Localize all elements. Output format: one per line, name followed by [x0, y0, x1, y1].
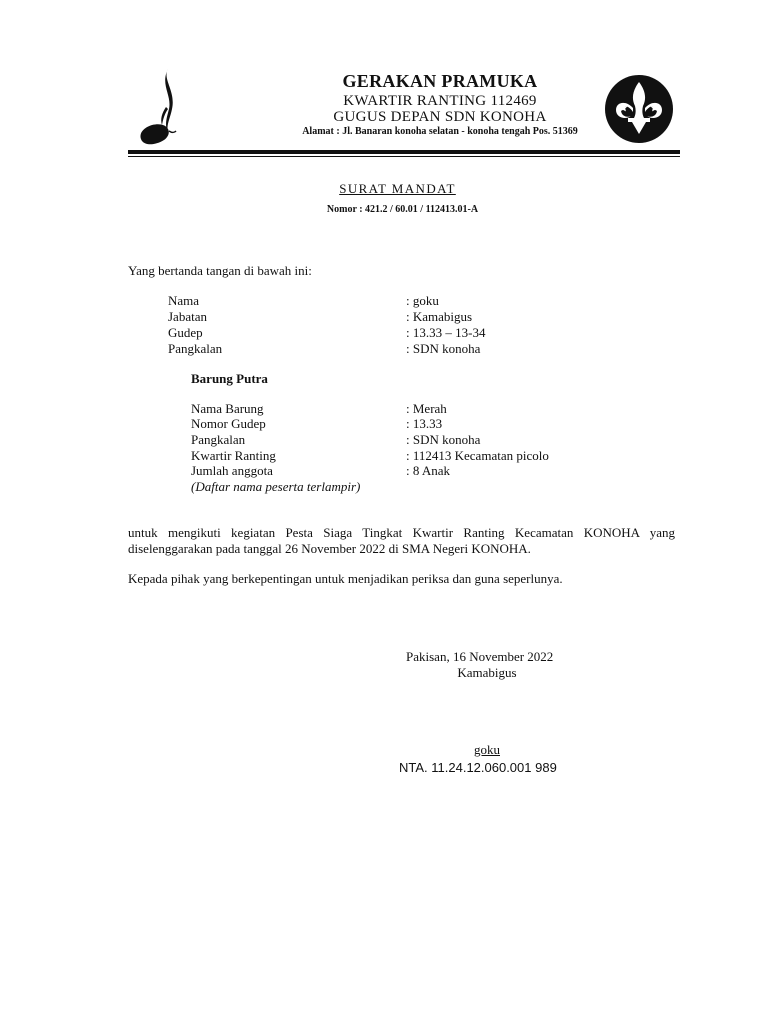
group-heading: Barung Putra [191, 371, 268, 386]
group-label: Jumlah anggota [191, 463, 273, 478]
group-label: Nama Barung [191, 401, 264, 416]
closing-text: Kepada pihak yang berkepentingan untuk menjadikan periksa dan guna seperlunya. [128, 571, 563, 586]
org-title: GERAKAN PRAMUKA [342, 71, 538, 91]
signer-label: Pangkalan [168, 341, 223, 356]
group-value: : 112413 Kecamatan picolo [406, 448, 549, 463]
address-line: Alamat : Jl. Banaran konoha selatan - konoha tengah Pos. 51369 [302, 126, 578, 137]
signer-label: Nama [168, 293, 200, 308]
signer-label: Gudep [168, 325, 203, 340]
signer-value: : goku [406, 293, 439, 308]
signature-nta: NTA. 11.24.12.060.001 989 [399, 760, 557, 775]
signer-value: : 13.33 – 13-34 [406, 325, 486, 340]
group-label: Pangkalan [191, 432, 246, 447]
intro-text: Yang bertanda tangan di bawah ini: [128, 263, 312, 278]
attachment-note: (Daftar nama peserta terlampir) [191, 479, 361, 494]
signature-role: Kamabigus [457, 665, 517, 680]
letterhead-rule-thick [128, 150, 680, 154]
gudep-line: GUGUS DEPAN SDN KONOHA [333, 109, 547, 125]
group-value: : 13.33 [406, 416, 443, 431]
signature-name: goku [474, 742, 500, 757]
kwartir-line: KWARTIR RANTING 112469 [343, 93, 537, 109]
body-paragraph: untuk mengikuti kegiatan Pesta Siaga Tingkat Kwartir Ranting Kecamatan KONOHA yang diselenggarakan pada tanggal 26 November 2022 di SMA Negeri KONOHA. [128, 525, 675, 556]
tunas-kelapa-icon [136, 67, 182, 147]
group-value: : Merah [406, 401, 447, 416]
group-label: Kwartir Ranting [191, 448, 276, 463]
letterhead-rule-thin [128, 156, 680, 157]
group-value: : 8 Anak [406, 463, 451, 478]
letter-number: Nomor : 421.2 / 60.01 / 112413.01-A [326, 204, 479, 215]
letter-title: SURAT MANDAT [339, 181, 456, 196]
signer-value: : Kamabigus [406, 309, 473, 324]
group-value: : SDN konoha [406, 432, 481, 447]
signer-label: Jabatan [168, 309, 207, 324]
group-label: Nomor Gudep [191, 416, 266, 431]
signer-value: : SDN konoha [406, 341, 481, 356]
signature-place-date: Pakisan, 16 November 2022 [406, 649, 554, 664]
